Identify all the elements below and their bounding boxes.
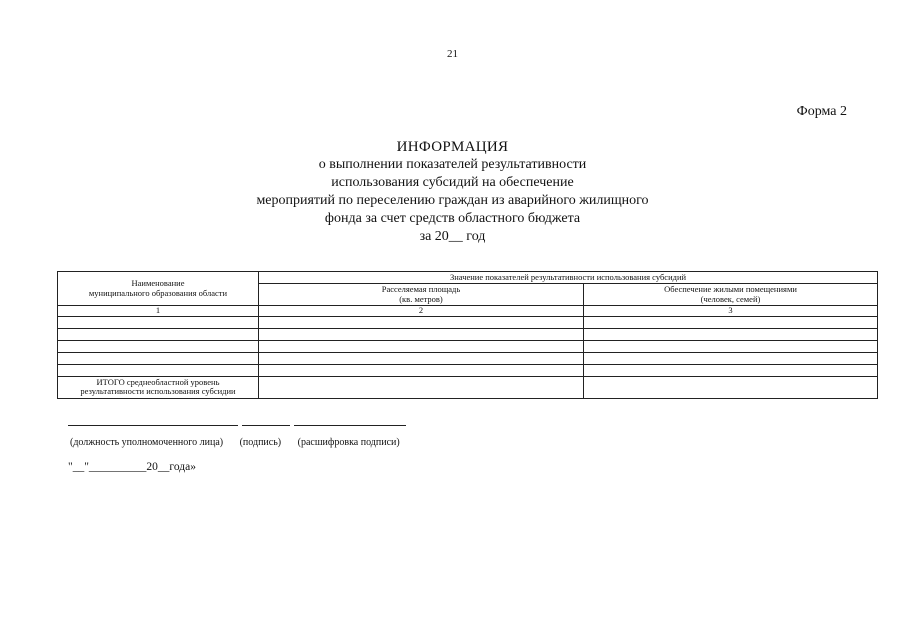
table-row bbox=[58, 340, 878, 352]
results-table bbox=[57, 271, 878, 399]
col1-header-line2: муниципального образования области bbox=[88, 287, 228, 298]
signature-line bbox=[242, 425, 290, 426]
table-row bbox=[58, 328, 878, 340]
title-heading: ИНФОРМАЦИЯ bbox=[396, 139, 509, 155]
table-row bbox=[58, 364, 878, 376]
col2-header-line2: (кв. метров) bbox=[399, 293, 443, 304]
date-line: "__"__________20__года» bbox=[68, 461, 196, 473]
signature-label: (подпись) bbox=[239, 437, 282, 448]
column-numbers-row bbox=[58, 306, 878, 317]
column-number: 3 bbox=[584, 306, 878, 317]
col1-header-line1: Наименование bbox=[131, 278, 185, 288]
col1-header bbox=[58, 272, 259, 306]
column-number: 1 bbox=[58, 306, 259, 317]
table-row bbox=[58, 316, 878, 328]
col2-header-line1: Расселяемая площадь bbox=[381, 284, 461, 294]
document-title bbox=[0, 138, 905, 246]
col3-header bbox=[584, 284, 878, 306]
table-row bbox=[58, 352, 878, 364]
table-header-row bbox=[58, 272, 878, 284]
col3-header-line1: Обеспечение жилыми помещениями bbox=[664, 284, 797, 294]
page-number: 21 bbox=[447, 48, 458, 60]
total-label-line1: ИТОГО среднеобластной уровень bbox=[96, 376, 220, 387]
title-line-4: фонда за счет средств областного бюджета bbox=[324, 211, 581, 226]
title-line-1: о выполнении показателей результативности bbox=[318, 157, 587, 172]
decoding-label: (расшифровка подписи) bbox=[297, 437, 400, 448]
col3-header-line2: (человек, семей) bbox=[700, 293, 761, 304]
title-line-5: за 20__ год bbox=[419, 229, 486, 244]
total-row bbox=[58, 376, 878, 398]
total-label bbox=[58, 376, 259, 398]
decoding-line bbox=[294, 425, 406, 426]
title-line-2: использования субсидий на обеспечение bbox=[331, 175, 574, 190]
column-number: 2 bbox=[259, 306, 584, 317]
form-label: Форма 2 bbox=[796, 104, 847, 119]
col2-header bbox=[259, 284, 584, 306]
total-label-line2: результативности использования субсидии bbox=[80, 386, 236, 396]
position-line bbox=[68, 425, 238, 426]
signature-labels bbox=[70, 437, 414, 448]
title-line-3: мероприятий по переселению граждан из аварийного жилищного bbox=[256, 193, 649, 208]
position-label: (должность уполномоченного лица) bbox=[70, 437, 224, 448]
group-header: Значение показателей результативности использования субсидий bbox=[259, 272, 878, 284]
